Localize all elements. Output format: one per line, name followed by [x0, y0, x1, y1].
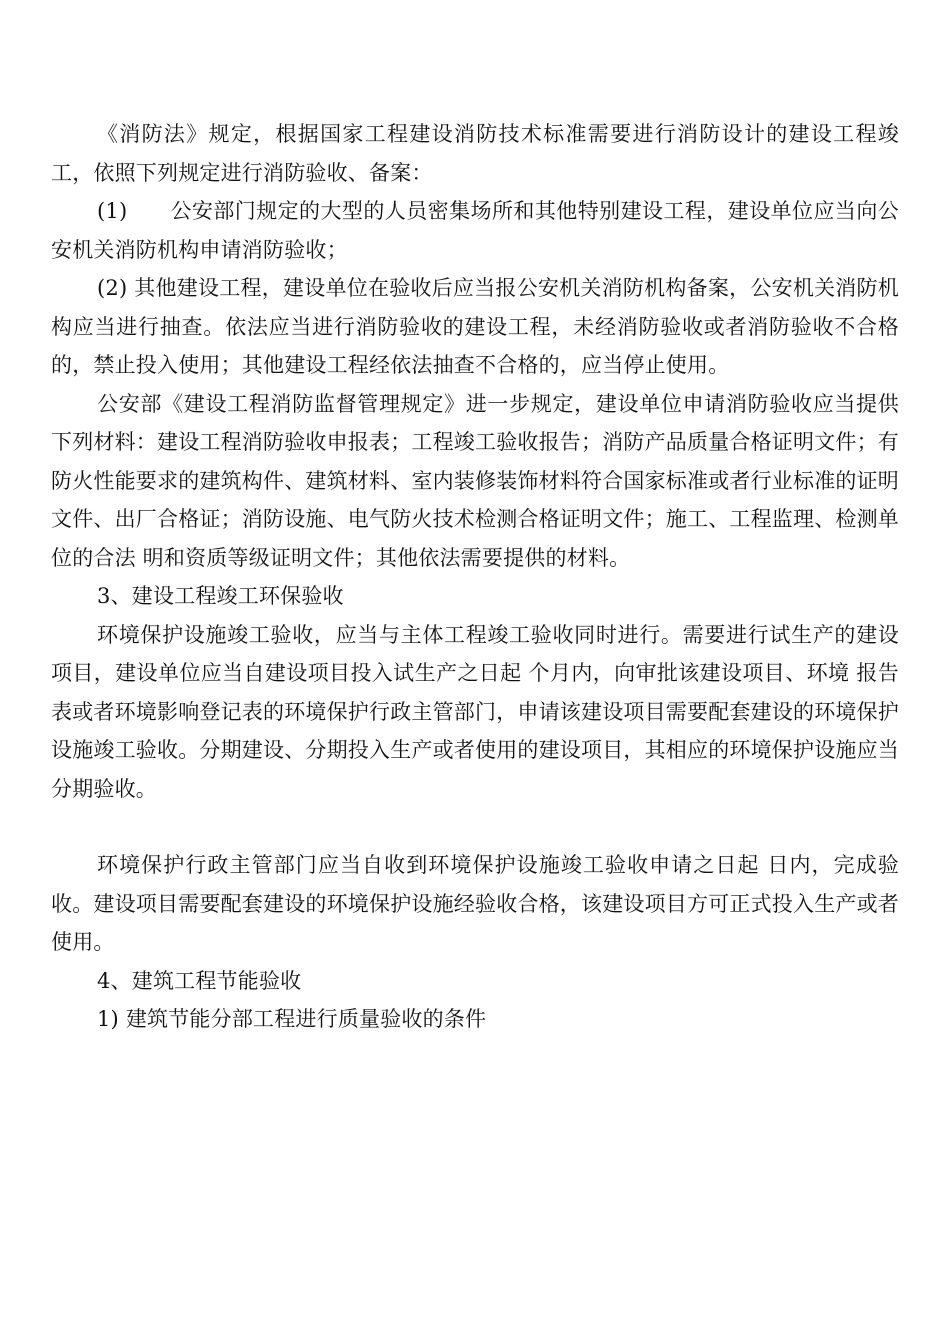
paragraph-env-authority: 环境保护行政主管部门应当自收到环境保护设施竣工验收申请之日起 日内，完成验收。建设项目需要配套建设的环境保护设施经验收合格，该建设项目方可正式投入生产或者使用。 — [51, 853, 899, 954]
paragraph-fire-law: 《消防法》规定，根据国家工程建设消防技术标准需要进行消防设计的建设工程竣工，依照下列规定进行消防验收、备案： — [51, 122, 899, 185]
paragraph-item-2: (2) 其他建设工程，建设单位在验收后应当报公安机关消防机构备案，公安机关消防机构应当进行抽查。依法应当进行消防验收的建设工程，未经消防验收或者消防验收不合格的，禁止投入使用；其他建设工程经依法抽查不合格的，应当停止使用。 — [51, 276, 899, 377]
document-body — [51, 115, 899, 1039]
subsection-heading-1: 1) 建筑节能分部工程进行质量验收的条件 — [97, 1007, 487, 1031]
paragraph-materials: 公安部《建设工程消防监督管理规定》进一步规定，建设单位申请消防验收应当提供下列材料：建设工程消防验收申报表；工程竣工验收报告；消防产品质量合格证明文件；有防火性能要求的建筑构件、建筑材料、室内装修装饰材料符合国家标准或者行业标准的证明文件、出厂合格证；消防设施、电气防火技术检测合格证明文件；施工、工程监理、检测单位的合法 明和资质等级证明文件；其他依法需要提供的材料。 — [51, 391, 899, 570]
section-heading-3: 3、建设工程竣工环保验收 — [97, 584, 344, 608]
section-heading-4: 4、建筑工程节能验收 — [97, 968, 302, 993]
paragraph-env-acceptance: 环境保护设施竣工验收，应当与主体工程竣工验收同时进行。需要进行试生产的建设项目，建设单位应当自建设项目投入试生产之日起 个月内，向审批该建设项目、环境 报告表或者环境影响登记表的环境保护行政主管部门，申请该建设项目需要配套建设的环境保护设施竣工验收。分期建设、分期投入生产或者使用的建设项目，其相应的环境保护设施应当分期验收。 — [51, 622, 900, 801]
paragraph-item-1: (1) 公安部门规定的大型的人员密集场所和其他特别建设工程，建设单位应当向公安机关消防机构申请消防验收； — [51, 199, 899, 262]
